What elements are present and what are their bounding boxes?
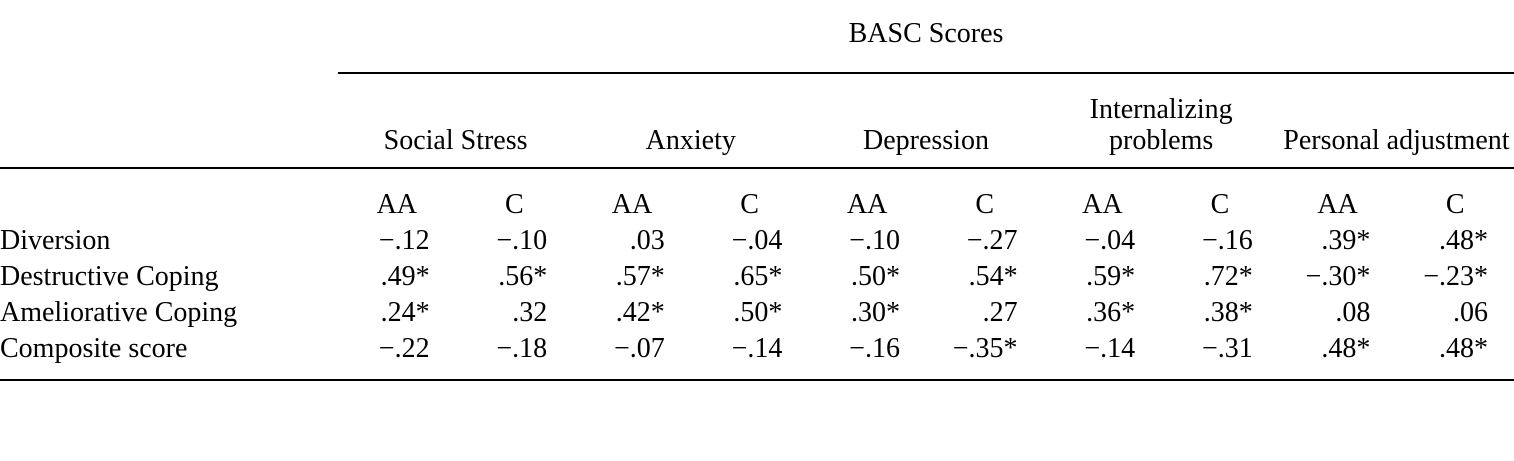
cell-r3-c2: −.07 [613, 332, 665, 364]
cell-r1-c0: .49* [380, 260, 430, 292]
cell-r1-c6: .59* [1086, 260, 1136, 292]
cell-r0-c3: −.04 [731, 224, 783, 256]
cell-r3-c8: .48* [1321, 332, 1371, 364]
cell-r0-c4: −.10 [849, 224, 900, 256]
sub-header-c-5: C [1445, 188, 1465, 220]
table-row [0, 223, 1514, 259]
cell-r1-c2: .57* [615, 260, 665, 292]
cell-r1-c9: −.23* [1423, 260, 1489, 292]
cell-r0-c0: −.12 [378, 224, 430, 256]
sub-header-c-1: C [505, 188, 524, 220]
cell-r2-c2: .42* [615, 296, 665, 328]
cell-r2-c5: .27 [982, 296, 1018, 328]
cell-r3-c1: −.18 [496, 332, 548, 364]
cell-r1-c5: .54* [968, 260, 1018, 292]
sub-header-aa-2: AA [611, 188, 653, 220]
cell-r0-c5: −.27 [966, 224, 1018, 256]
row-label-composite-score: Composite score [0, 332, 188, 364]
table-row [0, 295, 1514, 331]
cell-r1-c3: .65* [733, 260, 783, 292]
horizontal-rule [0, 380, 1514, 381]
table-row [0, 331, 1514, 367]
cell-r0-c1: −.10 [496, 224, 548, 256]
cell-r2-c1: .32 [512, 296, 548, 328]
cell-r3-c4: −.16 [849, 332, 900, 364]
bottom-spacer [0, 367, 1514, 380]
sub-header-aa-1: AA [376, 188, 418, 220]
cell-r3-c6: −.14 [1084, 332, 1136, 364]
group-header-social-stress: Social Stress [383, 125, 528, 157]
cell-r1-c1: .56* [498, 260, 548, 292]
group-header-depression: Depression [862, 125, 989, 157]
spacer-cell [0, 367, 1514, 380]
cell-r0-c2: .03 [629, 224, 665, 256]
cell-r3-c7: −.31 [1201, 332, 1253, 364]
cell-r3-c5: −.35* [952, 332, 1018, 364]
cell-r2-c0: .24* [380, 296, 430, 328]
row-label-ameliorative-coping: Ameliorative Coping [0, 296, 238, 328]
cell-r3-c3: −.14 [731, 332, 783, 364]
sub-header-aa-4: AA [1082, 188, 1123, 220]
row-label-destructive-coping: Destructive Coping [0, 260, 219, 292]
sub-header-c-2: C [740, 188, 759, 220]
sub-header-spacer [0, 169, 338, 223]
cell-r2-c7: .38* [1203, 296, 1253, 328]
super-header-row [0, 0, 1514, 72]
cell-r2-c3: .50* [733, 296, 783, 328]
corner-cell [0, 0, 338, 72]
sub-header-aa-3: AA [846, 188, 888, 220]
cell-r0-c7: −.16 [1201, 224, 1253, 256]
cell-r1-c4: .50* [850, 260, 900, 292]
cell-r2-c4: .30* [850, 296, 900, 328]
sub-header-c-3: C [975, 188, 995, 220]
cell-r2-c6: .36* [1086, 296, 1136, 328]
cell-r2-c9: .06 [1453, 296, 1489, 328]
sub-header-aa-5: AA [1317, 188, 1358, 220]
rule-bottom [0, 380, 1514, 381]
table-row [0, 259, 1514, 295]
cell-r1-c8: −.30* [1305, 260, 1371, 292]
group-header-personal-adjustment: Personal adjustment [1283, 125, 1510, 157]
row-header-label [0, 74, 338, 168]
group-header-internalizing-problems: Internalizing problems [1089, 94, 1233, 157]
cell-r3-c9: .48* [1439, 332, 1489, 364]
group-header-anxiety: Anxiety [645, 125, 736, 157]
super-header-basc-scores: BASC Scores [848, 18, 1004, 49]
cell-r3-c0: −.22 [378, 332, 430, 364]
cell-r1-c7: .72* [1203, 260, 1253, 292]
group-header-row [0, 74, 1514, 168]
cell-r0-c6: −.04 [1084, 224, 1136, 256]
sub-header-c-4: C [1210, 188, 1230, 220]
row-label-diversion: Diversion [0, 224, 111, 256]
cell-r0-c9: .48* [1439, 224, 1489, 256]
cell-r0-c8: .39* [1321, 224, 1371, 256]
cell-r2-c8: .08 [1335, 296, 1371, 328]
sub-header-row [0, 169, 1514, 223]
